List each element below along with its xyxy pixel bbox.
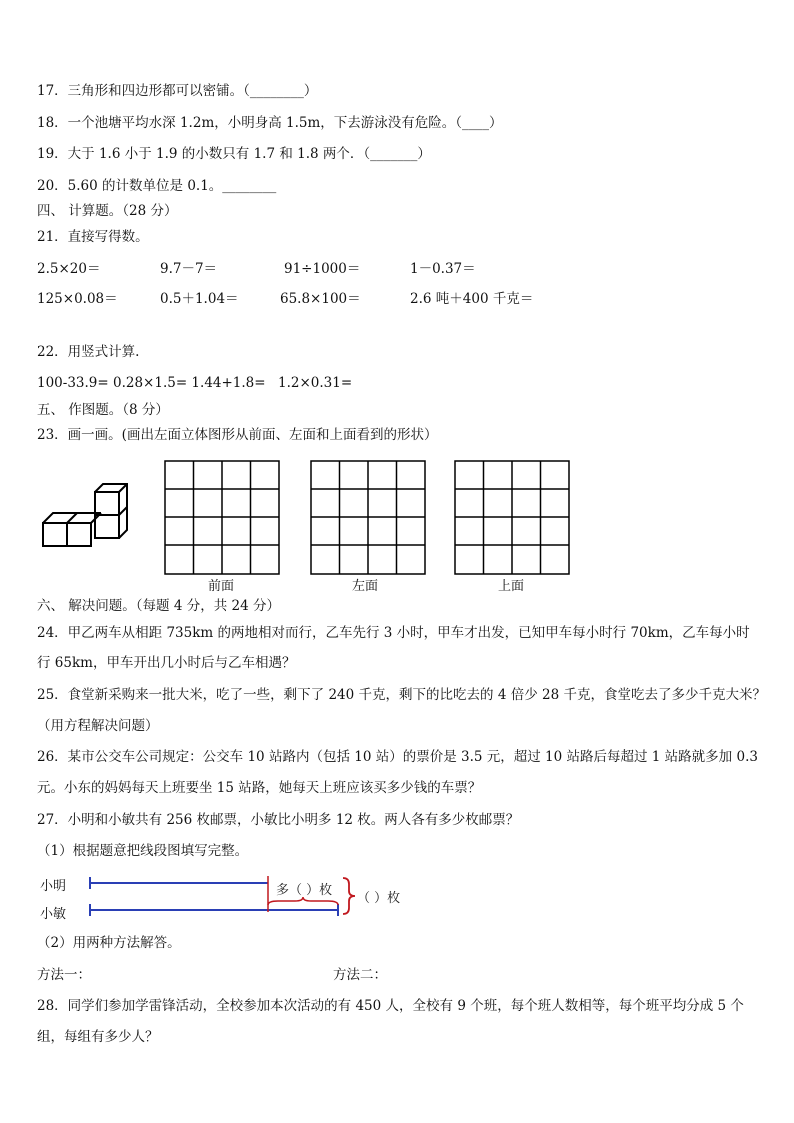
calc-item: 91÷1000＝ — [284, 261, 361, 277]
question-27-part1: （1）根据题意把线段图填写完整。 — [37, 843, 249, 859]
grid-front[interactable] — [164, 460, 282, 576]
grid-left[interactable] — [310, 460, 428, 576]
question-22: 22．用竖式计算. — [37, 344, 140, 360]
question-25-line2: （用方程解决问题） — [37, 718, 159, 734]
method-one: 方法一： — [37, 967, 91, 983]
question-18: 18．一个池塘平均水深 1.2m，小明身高 1.5m，下去游泳没有危险。（____） — [37, 115, 503, 131]
segment-name-xiaomin: 小敏 — [40, 907, 67, 922]
calc-item: 2.5×20＝ — [37, 261, 101, 277]
cube-figure — [40, 480, 135, 550]
grid-label-front: 前面 — [208, 579, 235, 594]
grid-label-top: 上面 — [498, 579, 525, 594]
question-19: 19．大于 1.6 小于 1.9 的小数只有 1.7 和 1.8 两个．（_______） — [37, 146, 431, 162]
grid-top[interactable] — [454, 460, 572, 576]
question-24-line1: 24．甲乙两车从相距 735km 的两地相对而行，乙车先行 3 小时，甲车才出发，已知甲车每小时行 70km，乙车每小时 — [37, 625, 750, 641]
grid-label-left: 左面 — [352, 579, 379, 594]
question-20: 20．5.60 的计数单位是 0.1。________ — [37, 178, 277, 194]
section-6-title: 六、 解决问题。（每题 4 分，共 24 分） — [37, 598, 280, 614]
vertical-calc-items: 100-33.9= 0.28×1.5= 1.44+1.8= — [37, 375, 266, 391]
section-4-title: 四、 计算题。（28 分） — [37, 203, 178, 219]
question-21: 21．直接写得数。 — [37, 229, 149, 245]
calc-item: 2.6 吨＋400 千克＝ — [410, 291, 534, 307]
total-brace-icon — [340, 876, 358, 916]
question-26-line1: 26．某市公交车公司规定：公交车 10 站路内（包括 10 站）的票价是 3.5 元，超过 10 站路后每超过 1 站路就多加 0.3 — [37, 749, 758, 765]
segment-total-label[interactable]: （ ）枚 — [357, 891, 401, 906]
calc-item: 65.8×100＝ — [280, 291, 361, 307]
question-27: 27．小明和小敏共有 256 枚邮票，小敏比小明多 12 枚。两人各有多少枚邮票？ — [37, 812, 520, 828]
question-17: 17．三角形和四边形都可以密铺。（________） — [37, 83, 318, 99]
question-28-line1: 28．同学们参加学雷锋活动，全校参加本次活动的有 450 人，全校有 9 个班，每个班人数相等，每个班平均分成 5 个 — [37, 998, 744, 1014]
section-5-title: 五、 作图题。（8 分） — [37, 402, 169, 418]
question-25-line1: 25．食堂新采购来一批大米，吃了一些，剩下了 240 千克，剩下的比吃去的 4 倍少 28 千克，食堂吃去了多少千克大米？ — [37, 687, 766, 703]
calc-item: 125×0.08＝ — [37, 291, 118, 307]
calc-item: 1－0.37＝ — [410, 261, 476, 277]
method-two: 方法二： — [333, 967, 387, 983]
question-23: 23．画一画。(画出左面立体图形从前面、左面和上面看到的形状） — [37, 427, 438, 443]
segment-name-xiaoming: 小明 — [40, 879, 67, 894]
segment-more-label[interactable]: 多（ ）枚 — [276, 883, 333, 898]
question-24-line2: 行 65km，甲车开出几小时后与乙车相遇？ — [37, 655, 296, 671]
question-26-line2: 元。小东的妈妈每天上班要坐 15 站路，她每天上班应该买多少钱的车票？ — [37, 780, 482, 796]
calc-item: 9.7－7＝ — [160, 261, 218, 277]
question-28-line2: 组，每组有多少人？ — [37, 1029, 159, 1045]
question-27-part2: （2）用两种方法解答。 — [37, 935, 181, 951]
vertical-calc-item: 1.2×0.31= — [278, 375, 353, 391]
calc-item: 0.5＋1.04＝ — [160, 291, 239, 307]
